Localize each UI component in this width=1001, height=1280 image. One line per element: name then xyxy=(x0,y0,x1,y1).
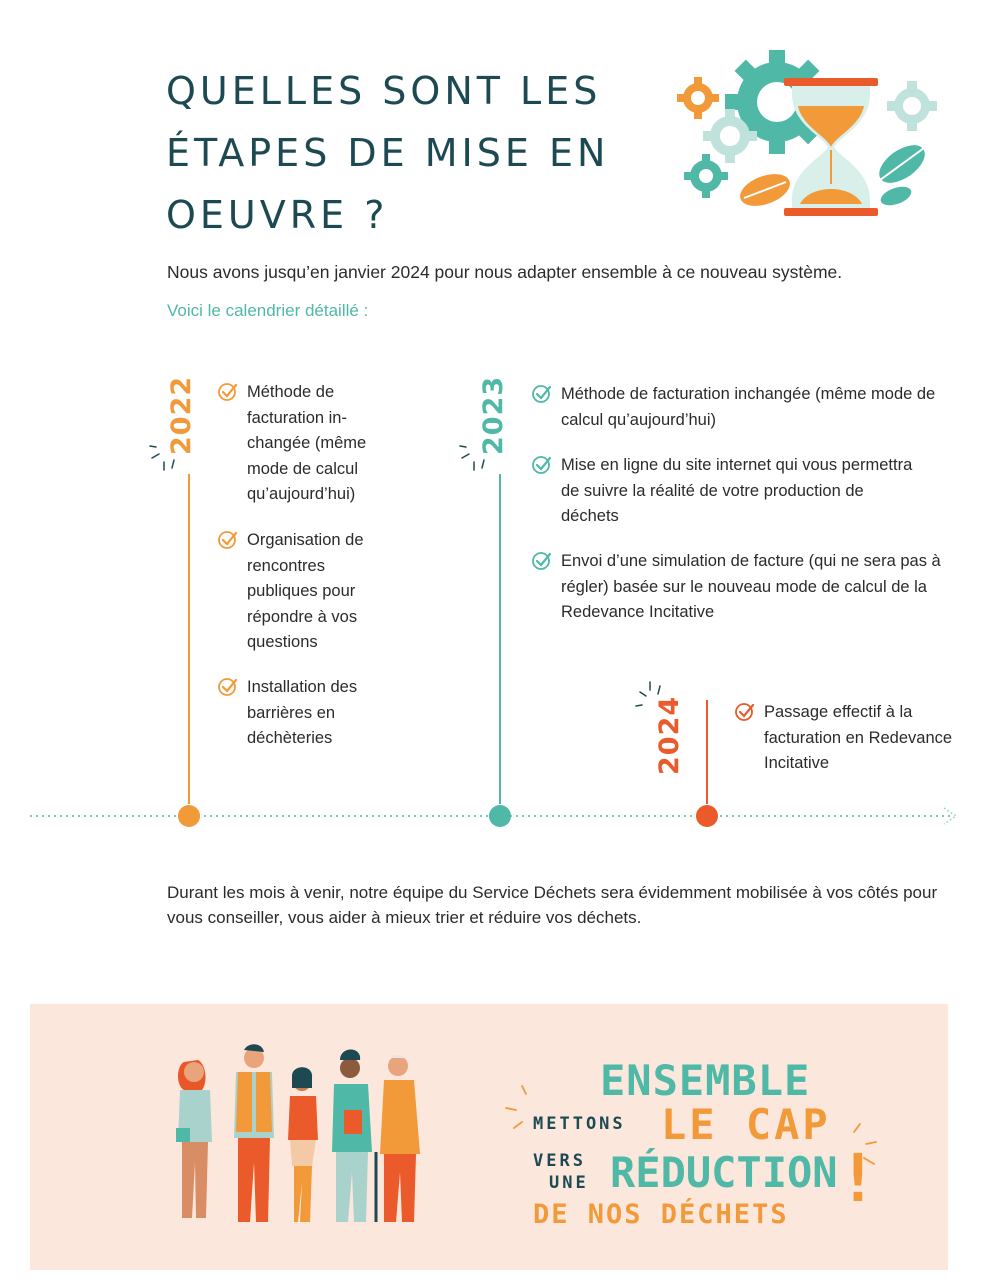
list-item: Méthode de facturation in-changée (même mode de calcul qu’aujourd’hui) xyxy=(217,380,397,508)
timeline-dot-2022 xyxy=(178,805,200,827)
check-icon xyxy=(734,701,756,723)
list-item: Méthode de facturation inchangée (même mode de calcul qu’aujourd’hui) xyxy=(531,382,956,433)
slogan-line-2a: METTONS xyxy=(533,1114,626,1134)
timeline-line-2022 xyxy=(188,474,190,804)
slogan-line-1: ENSEMBLE xyxy=(600,1056,811,1105)
check-icon xyxy=(217,676,239,698)
slogan-line-4: DE NOS DÉCHETS xyxy=(533,1199,789,1230)
year-2024: 2024 xyxy=(654,695,685,775)
check-icon xyxy=(531,550,553,572)
list-item: Organisation de rencontres publiques pour répondre à vos questions xyxy=(217,528,387,656)
timeline-dot-2023 xyxy=(489,805,511,827)
list-item: Mise en ligne du site internet qui vous permettra de suivre la réalité de votre production de déchets xyxy=(531,453,921,530)
check-icon xyxy=(531,383,553,405)
sparkle-icon xyxy=(632,680,668,716)
year-2023: 2023 xyxy=(478,375,509,455)
slogan-exclamation: ! xyxy=(838,1140,878,1217)
year-2022: 2022 xyxy=(166,375,197,455)
sparkle-icon xyxy=(456,438,492,474)
calendar-subtitle: Voici le calendrier détaillé : xyxy=(167,301,369,320)
timeline-line-2023 xyxy=(499,474,501,804)
slogan-line-3a: VERS xyxy=(533,1151,586,1171)
arrow-right-icon xyxy=(942,806,960,826)
timeline-dot-2024 xyxy=(696,805,718,827)
page-title: QUELLES SONT LES ÉTAPES DE MISE EN OEUVRE ? xyxy=(166,69,610,237)
sparkle-icon xyxy=(146,438,182,474)
slogan-line-2b: LE CAP xyxy=(661,1100,831,1149)
hourglass-gears-illustration xyxy=(672,44,942,222)
timeline-line-2024 xyxy=(706,700,708,804)
slogan-line-3b: UNE xyxy=(549,1173,589,1193)
list-item: Envoi d’une simulation de facture (qui ne sera pas à régler) basée sur le nouveau mode de calcul de la Redevance Incitative xyxy=(531,549,956,626)
check-icon xyxy=(217,381,239,403)
intro-text: Nous avons jusqu’en janvier 2024 pour nous adapter ensemble à ce nouveau système. xyxy=(167,262,843,282)
closing-text: Durant les mois à venir, notre équipe du Service Déchets sera évidemment mobilisée à vos côtés pour vous conseiller, vous aider à mieux trier et réduire vos déchets. xyxy=(167,883,938,927)
list-item: Passage effectif à la facturation en Redevance Incitative xyxy=(734,700,954,777)
people-group-illustration xyxy=(162,1042,430,1228)
check-icon xyxy=(217,529,239,551)
list-item: Installation des barrières en déchèteries xyxy=(217,675,387,752)
check-icon xyxy=(531,454,553,476)
slogan-line-3c: RÉDUCTION xyxy=(610,1148,838,1197)
